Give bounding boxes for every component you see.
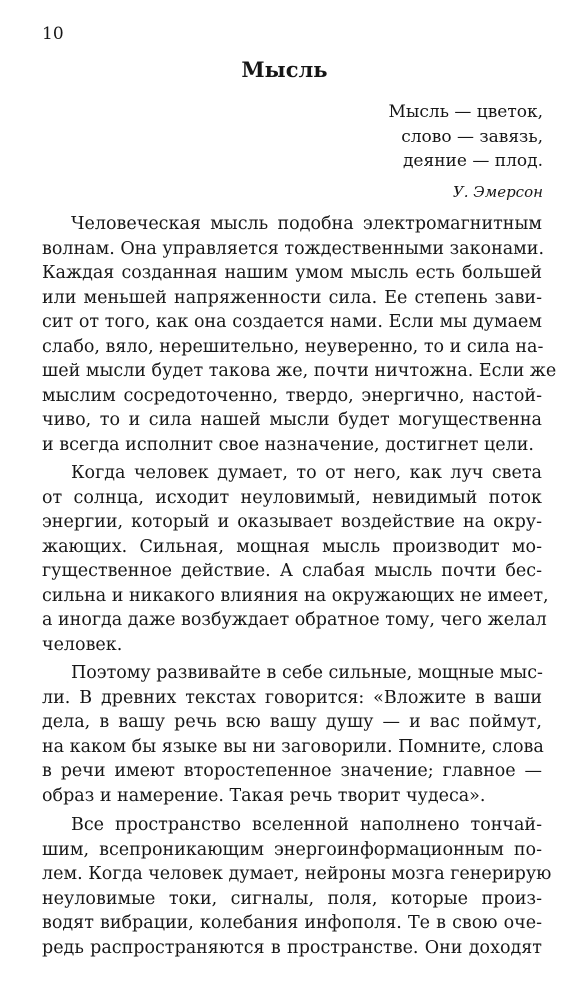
- paragraph-line: шим, всепроникающим энергоинформационным по-: [42, 839, 542, 860]
- paragraph-line: человек.: [42, 634, 123, 655]
- paragraph-line: в речи имеют второстепенное значение; главное —: [42, 761, 542, 781]
- paragraph-line: Когда человек думает, то от него, как луч света: [71, 463, 542, 483]
- paragraph-line: а иногда даже возбуждает обратное тому, чего желал: [42, 610, 547, 630]
- paragraph-line: мыслим сосредоточенно, твердо, энергично, настой-: [42, 385, 542, 406]
- paragraph-line: редь распространяются в пространстве. Они доходят: [42, 937, 542, 958]
- paragraph-line: чиво, то и сила нашей мысли будет могущественна: [42, 410, 542, 430]
- paragraph-line: сит от того, как она создается нами. Если мы думаем: [42, 312, 542, 332]
- paragraph: [42, 461, 549, 657]
- paragraph-line: образ и намерение. Такая речь творит чудеса».: [42, 785, 486, 806]
- paragraph-line: неуловимые токи, сигналы, поля, которые произ-: [42, 888, 542, 909]
- paragraph-line: или меньшей напряженности сила. Ее степень зави-: [42, 287, 542, 308]
- paragraph-line: ли. В древних текстах говорится: «Вложите в ваши: [42, 687, 542, 708]
- paragraph: [42, 813, 552, 960]
- page-number: 10: [42, 24, 64, 44]
- paragraph-line: Поэтому развивайте в себе сильные, мощные мыс-: [71, 663, 543, 683]
- paragraph-line: энергии, который и оказывает воздействие на окру-: [42, 512, 542, 532]
- paragraph-line: слабо, вяло, нерешительно, неуверенно, то и сила на-: [42, 336, 544, 357]
- paragraph-line: дела, в вашу речь всю вашу душу — и вас поймут,: [42, 712, 542, 732]
- paragraph-line: от солнца, исходит неуловимый, невидимый поток: [42, 487, 542, 508]
- paragraph: [42, 661, 542, 808]
- paragraph-line: Все пространство вселенной наполнено тончай-: [71, 815, 542, 835]
- chapter-title: Мысль: [241, 57, 328, 82]
- paragraph-line: шей мысли будет такова же, почти ничтожна. Если же: [42, 361, 557, 381]
- paragraph-line: на каком бы языке вы ни заговорили. Помните, слова: [42, 736, 544, 757]
- paragraph: [42, 212, 557, 457]
- paragraph-line: лем. Когда человек думает, нейроны мозга генерирую: [42, 864, 552, 884]
- paragraph-line: волнам. Она управляется тождественными законами.: [42, 238, 545, 259]
- epigraph-line: Мысль — цветок,: [388, 102, 543, 122]
- paragraph-line: Каждая созданная нашим умом мысль есть большей: [42, 263, 542, 283]
- paragraph-line: и всегда исполнит свое назначение, достигнет цели.: [42, 434, 534, 455]
- paragraph-line: гущественное действие. А слабая мысль почти бес-: [42, 561, 542, 581]
- paragraph-line: жающих. Сильная, мощная мысль производит мо-: [42, 536, 542, 557]
- body-text: [42, 212, 557, 960]
- epigraph-author: У. Эмерсон: [452, 182, 543, 201]
- epigraph: [388, 100, 543, 204]
- paragraph-line: Человеческая мысль подобна электромагнитным: [71, 214, 542, 234]
- epigraph-line: слово — завязь,: [401, 126, 543, 147]
- epigraph-line: деяние — плод.: [402, 151, 543, 171]
- paragraph-line: сильна и никакого влияния на окружающих не имеет,: [42, 585, 549, 606]
- paragraph-line: водят вибрации, колебания инфополя. Те в свою оче-: [42, 913, 542, 933]
